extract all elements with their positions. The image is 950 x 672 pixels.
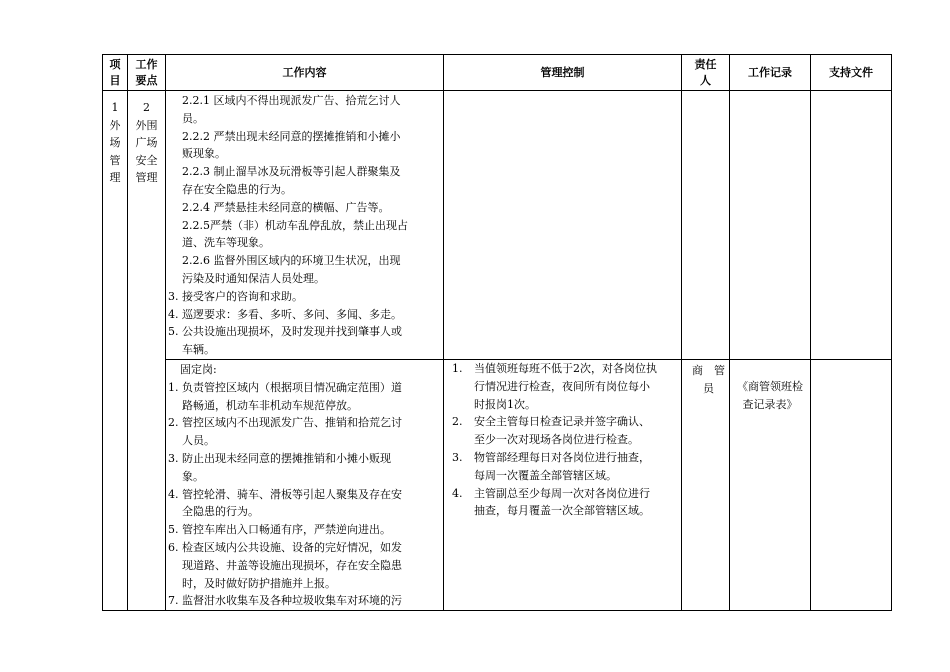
management-control-cell [444,91,682,360]
item-cell: 1 外 场 管 理 [103,91,128,611]
support-docs-cell [811,359,892,610]
list-item: 2. 管控区域内不出现派发广告、推销和拾荒乞讨 人员。 [168,416,402,448]
header-work-record: 工作记录 [730,55,811,91]
table-row [103,91,892,360]
work-record-cell [730,91,811,360]
support-docs-cell [811,91,892,360]
list-item: 7. 监督泔水收集车及各种垃圾收集车对环境的污 [168,594,402,608]
list-item: 3. 接受客户的咨询和求助。 [168,289,303,303]
list-item: 5. 管控车库出入口畅通有序，严禁逆向进出。 [168,523,391,537]
header-work-point: 工作 要点 [128,55,166,91]
list-item: 2. 安全主管每日检查记录并签字确认、 至少一次对现场各岗位进行检查。 [452,415,650,447]
list-item: 5. 公共设施出现损坏，及时发现并找到肇事人或 车辆。 [168,325,402,357]
management-control-cell [444,359,682,610]
header-management-control: 管理控制 [444,55,682,91]
work-record-cell: 《商管领班检 查记录表》 [730,359,811,610]
header-item: 项 目 [103,55,128,91]
list-item: 6. 检查区域内公共设施、设备的完好情况，如发 现道路、井盖等设施出现损坏，存在安全隐患 时，及时做好防护措施并上报。 [168,540,402,590]
list-item: 4. 管控轮滑、骑车、滑板等引起人聚集及存在安 全隐患的行为。 [168,487,402,519]
list-item: 4. 主管副总至少每周一次对各岗位进行 抽查，每月覆盖一次全部管辖区域。 [452,486,650,518]
work-content-cell: 2.2.1 区域内不得出现派发广告、拾荒乞讨人 员。 2.2.2 严禁出现未经同意的摆摊推销和小摊小 贩现象。 2.2.3 制止溜旱冰及玩滑板等引起人群聚集及 存在安全隐患的行为。 2.2.4 严禁悬挂未经同意的横幅、广告等。 2.2.5严禁（非）机动车乱停乱放，禁止出现占 道、洗车等现象。 2.2.6 监督外围区域内的环境卫生状况，出现 污染及时通知保洁人员处理。 3. 接受客户的咨询和求助。 4. 巡逻要求：多看、多听、多问、多闻、多走。 5. 公共设施出现损坏，及时发现并找到肇事人或 车辆。 [166,91,444,360]
responsible-cell: 商 管 员 [682,359,730,610]
header-row [103,55,892,91]
header-work-content: 工作内容 [166,55,444,91]
list-item: 3. 防止出现未经同意的摆摊推销和小摊小贩现 象。 [168,451,391,483]
work-standard-table [102,54,892,611]
list-item: 3. 物管部经理每日对各岗位进行抽查， 每周一次覆盖全部管辖区域。 [452,450,650,482]
responsible-cell [682,91,730,360]
list-item: 1. 当值领班每班不低于2次，对各岗位执 行情况进行检查，夜间所有岗位每小 时报岗1次。 [452,361,657,411]
header-support-docs: 支持文件 [811,55,892,91]
list-item: 4. 巡逻要求：多看、多听、多问、多闻、多走。 [168,307,402,321]
header-responsible: 责任 人 [682,55,730,91]
list-item: 1. 负责管控区域内（根据项目情况确定范围）道 路畅通，机动车非机动车规范停放。 [168,380,402,412]
work-point-cell: 2 外围 广场 安全 管理 [128,91,166,611]
table-row [103,359,892,610]
work-content-cell: 固定岗: 1. 负责管控区域内（根据项目情况确定范围）道 路畅通，机动车非机动车规范停放。 2. 管控区域内不出现派发广告、推销和拾荒乞讨 人员。 3. 防止出现未经同意的摆摊推销和小摊小贩现 象。 4. 管控轮滑、骑车、滑板等引起人聚集及存在安 全隐患的行为。 5. 管控车库出入口畅通有序，严禁逆向进出。 6. 检查区域内公共设施、设备的完好情况，如发 现道路、井盖等设施出现损坏，存在安全隐患 时，及时做好防护措施并上报。 7. 监督泔水收集车及各种垃圾收集车对环境的污 [166,359,444,610]
